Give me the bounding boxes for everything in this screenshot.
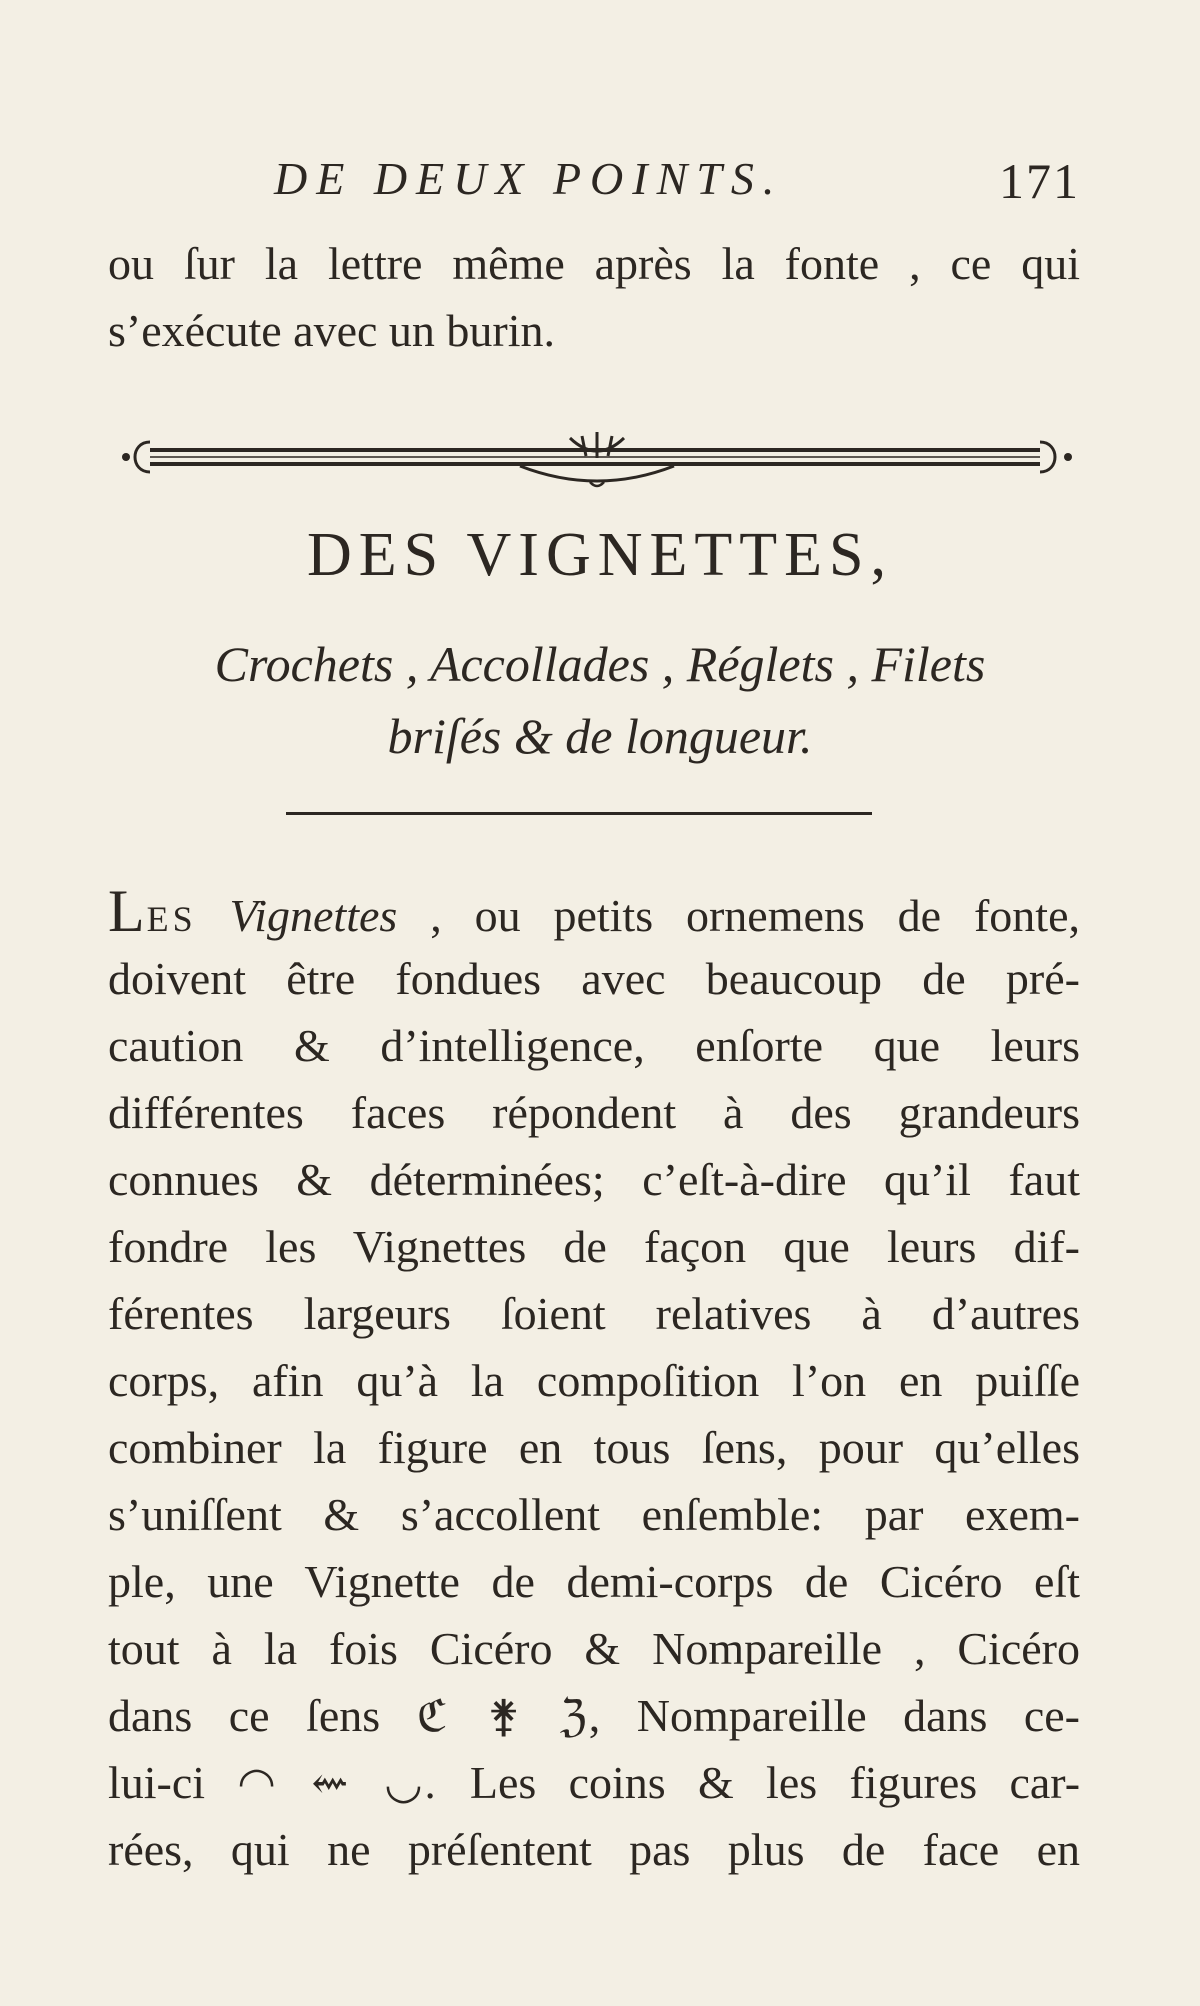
drop-cap: L — [108, 878, 147, 944]
text-line-vignette — [108, 1682, 1080, 1749]
text-line: combiner la figure en tous ſens, pour qu’elles — [108, 1422, 1080, 1473]
italic-term: Vignettes — [229, 890, 398, 941]
text-line: s’uniſſent & s’accollent enſemble: par exem- — [108, 1489, 1080, 1540]
vignette-ornament: ℭ ⚵ ℨ — [416, 1692, 589, 1741]
running-title: DE DEUX POINTS. — [274, 153, 784, 204]
continuation-text — [108, 230, 1080, 364]
line-part: Les coins & les figures car- — [469, 1757, 1081, 1808]
text-line-vignette — [108, 1749, 1080, 1816]
line-rest: , ou petits ornemens de fonte, — [430, 890, 1080, 941]
text-line: caution & d’intelligence, enſorte que leurs — [108, 1020, 1080, 1071]
text-line: différentes faces répondent à des grandeurs — [108, 1087, 1080, 1138]
text-line: ou ſur la lettre même après la fonte , ce qui — [108, 238, 1080, 289]
subtitle-line: Crochets , Accollades , Réglets , Filets — [214, 636, 986, 692]
section-rule — [286, 812, 872, 815]
section-title: DES VIGNETTES, — [307, 521, 893, 589]
text-line: tout à la fois Cicéro & Nompareille , Cicéro — [108, 1623, 1080, 1674]
running-head — [108, 152, 1080, 222]
line-part: , Nompareille dans ce- — [588, 1690, 1080, 1741]
body-text — [108, 878, 1080, 1883]
ornamental-divider — [120, 424, 1074, 494]
text-line: s’exécute avec un burin. — [108, 305, 556, 356]
text-line: doivent être fondues avec beaucoup de pré- — [108, 953, 1080, 1004]
text-line: corps, afin qu’à la compoſition l’on en puiſſe — [108, 1355, 1080, 1406]
text-line: rées, qui ne préſentent pas plus de face en — [108, 1824, 1080, 1875]
vignette-ornament: ◠ ⇜ ◡. — [237, 1759, 438, 1808]
text-line: fondre les Vignettes de façon que leurs dif- — [108, 1221, 1080, 1272]
text-line: ple, une Vignette de demi-corps de Cicéro eſt — [108, 1556, 1080, 1607]
small-caps: ES — [146, 899, 197, 939]
line-part: dans ce ſens — [108, 1690, 381, 1741]
line-part: lui-ci — [108, 1757, 206, 1808]
subtitle-line: briſés & de longueur. — [387, 708, 813, 764]
text-line-first — [108, 878, 1080, 945]
section-subtitle — [0, 628, 1200, 772]
text-line: férentes largeurs ſoient relatives à d’autres — [108, 1288, 1080, 1339]
page-number: 171 — [999, 153, 1080, 209]
text-line: connues & déterminées; c’eſt-à-dire qu’il faut — [108, 1154, 1080, 1205]
